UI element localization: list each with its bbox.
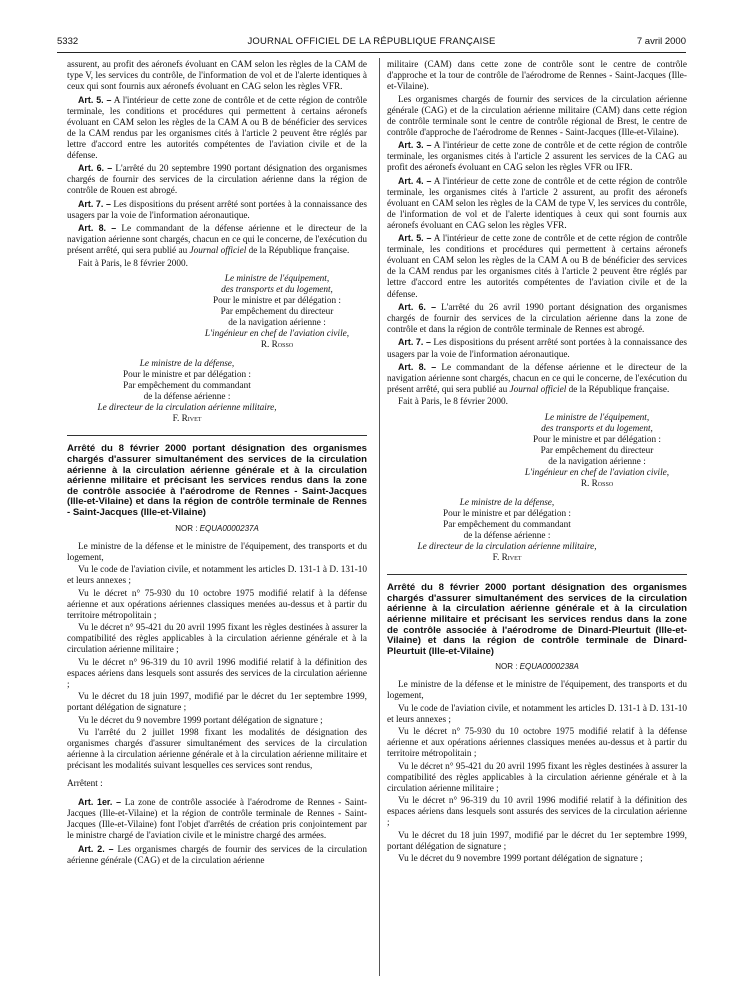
journal-officiel-italic: Journal officiel xyxy=(189,246,247,257)
article-2 xyxy=(67,844,367,867)
article-label: Art. 2. – xyxy=(78,843,114,854)
signature-line: Le directeur de la circulation aérienne militaire, xyxy=(417,542,597,553)
article-text: Les dispositions du présent arrêté sont portées à la connaissance des usagers par la voie de l'information aéronautique. xyxy=(387,338,687,360)
article-5 xyxy=(67,95,367,162)
article-label: Art. 8. – xyxy=(78,223,117,234)
signature-line: des transports et du logement, xyxy=(541,423,653,434)
article-5 xyxy=(387,233,687,300)
article-label: Art. 5. – xyxy=(78,94,112,105)
visa: Vu le décret n° 95-421 du 20 avril 1995 fixant les règles destinées à assurer la compatibilité des règles applicables à la circulation aérienne générale et à la circulation aérienne militaire ; xyxy=(387,761,687,794)
signature-line: Le ministre de l'équipement, xyxy=(544,412,650,423)
article-8 xyxy=(67,223,367,257)
signature-line: Pour le ministre et par délégation : xyxy=(213,295,341,306)
article-label: Art. 5. – xyxy=(398,233,432,244)
article-text: L'arrêté du 26 avril 1990 portant désignation des organismes chargés de fournir des services de la circulation aérienne dans la zone de contrôle et dans la région de contrôle terminale de Rennes est abrogé. xyxy=(387,302,687,336)
signature-line: de la défense aérienne : xyxy=(463,531,551,541)
article-6 xyxy=(387,302,687,336)
visa: Vu le décret n° 96-319 du 10 avril 1996 modifié relatif à la définition des espaces aériens dans lesquels sont assurés des services de la circulation aérienne ; xyxy=(387,796,687,829)
signature-line: Le ministre de la défense, xyxy=(459,497,555,508)
article-text: A l'intérieur de cette zone de contrôle et de cette région de contrôle terminale, les conditions et procédures qui permettent à certains aéronefs évoluant en CAM selon les règles de la CAM A ou B de bénéficier des services de la CAM rendus par les organismes cités à l'article 2 peuvent être réglés par lettre d'accord entre les autorités compétentes de l'aviation civile et de la défense. xyxy=(67,95,367,161)
signature-line: L'ingénieur en chef de l'aviation civile, xyxy=(524,467,670,478)
signature-line: des transports et du logement, xyxy=(221,284,333,295)
signature-line: de la navigation aérienne : xyxy=(548,456,646,467)
nor-code: EQUA0000238A xyxy=(519,662,579,672)
right-column xyxy=(387,60,687,985)
article-label: Art. 8. – xyxy=(398,361,437,372)
paragraph: militaire (CAM) dans cette zone de contrôle sont le centre de contrôle d'approche et la tour de contrôle de l'aérodrome de Rennes - Saint-Jacques (Ille-et-Vilaine). xyxy=(387,60,687,93)
article-label: Art. 6. – xyxy=(398,301,437,312)
signature-block-equipment xyxy=(387,413,687,490)
header-rule xyxy=(57,52,686,53)
article-text: La zone de contrôle associée à l'aérodrome de Rennes - Saint-Jacques (Ille-et-Vilaine) et la région de contrôle terminale de Rennes - Saint-Jacques (Ille-et-Vilaine) font l'objet d'arrêtés de création pris conjointement par le ministre chargé de l'aviation civile et le ministre chargé des armées. xyxy=(67,798,367,842)
signature-block-defense xyxy=(387,498,687,564)
article-6 xyxy=(67,163,367,197)
visa: Vu l'arrêté du 2 juillet 1998 fixant les modalités de désignation des organismes chargés d'assurer simultanément des services de la circulation aérienne à la circulation aérienne générale et à la circulation aérienne militaire et précisant les modalités suivant lesquelles ces services sont rendus, xyxy=(67,728,367,772)
visa: Vu le décret du 18 juin 1997, modifié par le décret du 1er septembre 1999, portant délégation de signature ; xyxy=(67,692,367,714)
article-text: de la République française. xyxy=(248,246,350,257)
visa: Vu le décret n° 95-421 du 20 avril 1995 fixant les règles destinées à assurer la compatibilité des règles applicables à la circulation aérienne générale et à la circulation aérienne militaire ; xyxy=(67,623,367,656)
signature-block-equipment xyxy=(67,274,367,351)
arretent-heading: Arrêtent : xyxy=(67,779,103,790)
signature-line: Le ministre de l'équipement, xyxy=(224,273,330,284)
visa: Vu le décret du 18 juin 1997, modifié par le décret du 1er septembre 1999, portant délégation de signature ; xyxy=(387,830,687,852)
nor-code: EQUA0000237A xyxy=(199,523,259,533)
article-label: Art. 7. – xyxy=(78,198,111,209)
signatory-name: F. Rivet xyxy=(492,553,522,564)
signature-line: Par empêchement du directeur xyxy=(220,306,334,317)
decree-title: Arrêté du 8 février 2000 portant désignation des organismes chargés d'assurer simultanément des services de la circulation aérienne à la circulation aérienne générale et à la circulation aérienne militaire et précisant les services rendus dans la zone de contrôle associée à l'aérodrome de Dinard-Pleurtuit (Ille-et-Vilaine) et dans la région de contrôle terminale de Dinard-Pleurtuit (Ille-et-Vilaine) xyxy=(387,582,687,657)
article-8 xyxy=(387,362,687,396)
article-7 xyxy=(67,199,367,222)
article-1 xyxy=(67,797,367,842)
article-text: Les organismes chargés de fournir des services de la circulation aérienne générale (CAG) et de la circulation aérienne xyxy=(67,844,367,866)
article-text: L'arrêté du 20 septembre 1990 portant désignation des organismes chargés de fournir des services de la circulation aérienne dans la région de contrôle de Rouen est abrogé. xyxy=(67,164,367,197)
place-date: Fait à Paris, le 8 février 2000. xyxy=(78,258,188,269)
signature-line: Pour le ministre et par délégation : xyxy=(533,434,661,445)
nor-reference xyxy=(67,523,367,534)
nor-label: NOR : xyxy=(495,662,518,672)
journal-title: JOURNAL OFFICIEL DE LA RÉPUBLIQUE FRANÇAISE xyxy=(247,36,496,47)
signatory-name: F. Rivet xyxy=(172,414,202,425)
article-text: A l'intérieur de cette zone de contrôle et de cette région de contrôle terminale, les conditions et procédures qui permettent à certains aéronefs évoluant en CAM selon les règles de la CAM A ou B de bénéficier des services de la CAM rendus par les organismes cités à l'article 2 peuvent être réglés par lettre d'accord entre les autorités compétentes de l'aviation civile et de la défense. xyxy=(387,234,687,300)
section-separator xyxy=(67,435,367,436)
visa: Vu le code de l'aviation civile, et notamment les articles D. 131-1 à D. 131-10 et leurs annexes ; xyxy=(387,703,687,725)
journal-officiel-italic: Journal officiel xyxy=(509,385,567,396)
article-label: Art. 1er. – xyxy=(78,797,122,808)
article-label: Art. 3. – xyxy=(398,140,432,151)
visa: Vu le décret du 9 novembre 1999 portant délégation de signature ; xyxy=(398,854,643,865)
article-4 xyxy=(387,176,687,232)
article-label: Art. 7. – xyxy=(398,337,431,348)
signature-line: Le directeur de la circulation aérienne militaire, xyxy=(97,403,277,414)
article-text: A l'intérieur de cette zone de contrôle et de cette région de contrôle terminale, les organismes cités à l'article 2 assurent les services de la CAG au profit des aéronefs évoluant en CAG selon les règles VFR ou IFR. xyxy=(387,141,687,174)
visa: Vu le décret n° 75-930 du 10 octobre 1975 modifié relatif à la défense aérienne et aux opérations aériennes classiques menées au-dessus et à partir du territoire métropolitain ; xyxy=(387,727,687,760)
signatory-name: R. Rosso xyxy=(260,340,294,351)
page-number: 5332 xyxy=(57,36,79,47)
signature-line: L'ingénieur en chef de l'aviation civile, xyxy=(204,329,350,340)
article-label: Art. 4. – xyxy=(398,175,432,186)
visa: Vu le décret du 9 novembre 1999 portant délégation de signature ; xyxy=(78,715,323,726)
running-header xyxy=(57,36,686,50)
article-text: Le commandant de la défense aérienne et le directeur de la navigation aérienne sont chargés, chacun en ce qui le concerne, de l'exécution du présent arrêté, qui sera publié au xyxy=(387,362,687,396)
paragraph: assurent, au profit des aéronefs évoluant en CAM selon les règles de la CAM de type V, les services du contrôle, de l'information de vol et de l'alerte identiques à ceux qui sont fournis aux aéronefs évoluant en CAG selon les règles VFR. xyxy=(67,60,367,93)
signature-line: Par empêchement du commandant xyxy=(123,381,251,392)
section-separator xyxy=(387,574,687,575)
visa: Vu le décret n° 75-930 du 10 octobre 1975 modifié relatif à la défense aérienne et aux opérations aériennes classiques menées au-dessus et à partir du territoire métropolitain ; xyxy=(67,588,367,621)
place-date: Fait à Paris, le 8 février 2000. xyxy=(398,397,508,408)
nor-label: NOR : xyxy=(175,523,198,533)
signature-line: de la navigation aérienne : xyxy=(228,317,326,328)
article-text: Les dispositions du présent arrêté sont portées à la connaissance des usagers par la voie de l'information aéronautique. xyxy=(67,199,367,221)
signature-line: Par empêchement du commandant xyxy=(443,519,571,530)
signature-line: Le ministre de la défense, xyxy=(139,359,235,370)
signature-line: de la défense aérienne : xyxy=(143,392,231,403)
column-divider xyxy=(379,58,380,976)
signature-block-defense xyxy=(67,359,367,425)
visa: Vu le décret n° 96-319 du 10 avril 1996 modifié relatif à la définition des espaces aériens dans lesquels sont assurés des services de la circulation aérienne ; xyxy=(67,657,367,690)
preamble: Le ministre de la défense et le ministre de l'équipement, des transports et du logement, xyxy=(67,541,367,563)
nor-reference xyxy=(387,661,687,672)
article-label: Art. 6. – xyxy=(78,163,113,174)
visa: Vu le code de l'aviation civile, et notamment les articles D. 131-1 à D. 131-10 et leurs annexes ; xyxy=(67,565,367,587)
signature-line: Pour le ministre et par délégation : xyxy=(123,370,251,381)
article-3 xyxy=(387,140,687,174)
left-column xyxy=(67,60,367,985)
signature-line: Par empêchement du directeur xyxy=(540,445,654,456)
signatory-name: R. Rosso xyxy=(580,478,614,489)
preamble: Le ministre de la défense et le ministre de l'équipement, des transports et du logement, xyxy=(387,680,687,702)
article-7 xyxy=(387,337,687,360)
article-text: A l'intérieur de cette zone de contrôle et de cette région de contrôle terminale, les organismes cités à l'article 2 assurent, au profit des aéronefs évoluant en CAM selon les règles de la CAM de type V, les services du contrôle, de l'information de vol et de l'alerte identiques à ceux qui sont fournis aux aéronefs évoluant en CAG selon les règles VFR. xyxy=(387,176,687,231)
issue-date: 7 avril 2000 xyxy=(636,36,686,47)
decree-title: Arrêté du 8 février 2000 portant désignation des organismes chargés d'assurer simultanément des services de la circulation aérienne à la circulation aérienne générale et à la circulation aérienne militaire et précisant les services rendus dans la zone de contrôle associée à l'aérodrome de Rennes - Saint-Jacques (Ille-et-Vilaine) et dans la région de contrôle terminale de Rennes - Saint-Jacques (Ille-et-Vilaine) xyxy=(67,443,367,518)
signature-line: Pour le ministre et par délégation : xyxy=(443,508,571,519)
article-text: de la République française. xyxy=(568,385,670,396)
article-text: Le commandant de la défense aérienne et le directeur de la navigation aérienne sont chargés, chacun en ce qui le concerne, de l'exécution du présent arrêté, qui sera publié au xyxy=(67,224,367,257)
paragraph: Les organismes chargés de fournir des services de la circulation aérienne générale (CAG) et de la circulation aérienne militaire (CAM) dans cette région de contrôle terminale sont le centre de contrôle régional de Brest, le centre de contrôle d'approche de l'aérodrome de Rennes - Saint-Jacques (Ille-et-Vilaine). xyxy=(387,94,687,138)
